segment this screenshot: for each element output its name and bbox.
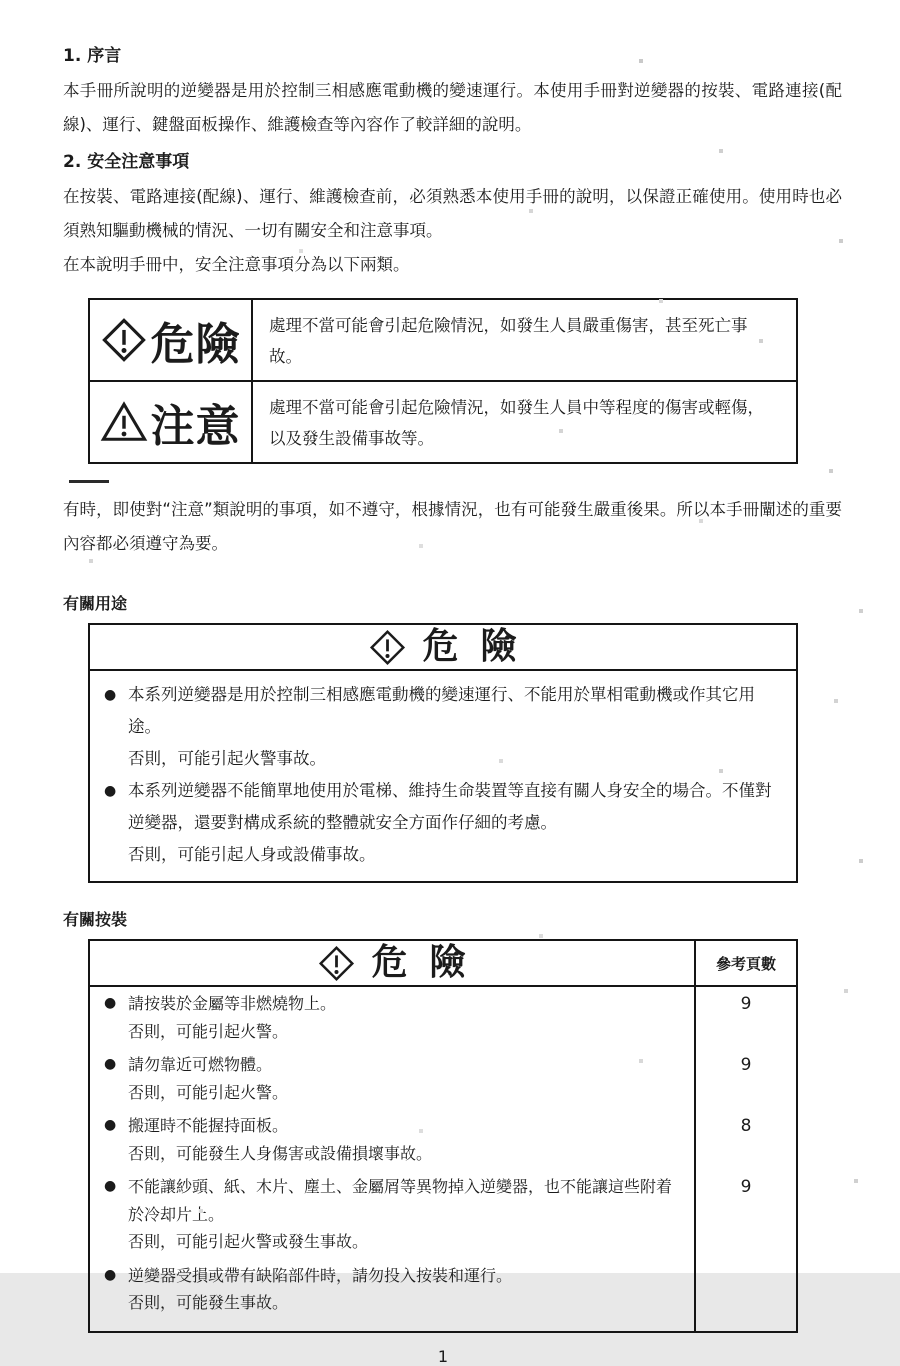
- bullet-icon: ●: [104, 783, 117, 799]
- bullet-icon: ●: [104, 1056, 117, 1072]
- install-bullet-text: 不能讓紗頭、紙、木片、塵土、金屬屑等異物掉入逆變器，也不能讓這些附着於冷却片上。: [128, 1177, 673, 1224]
- section-heading-safety: 2. 安全注意事項: [63, 152, 190, 172]
- install-consequence-text: 否則，可能引起火警。: [128, 1082, 289, 1102]
- list-item: [90, 1170, 694, 1259]
- usage-danger-body: [90, 671, 796, 881]
- note-paragraph: 有時，即使對“注意”類說明的事項，如不遵守，根據情況，也有可能發生嚴重後果。所以本手冊闡述的重要內容都必須遵守為要。: [63, 500, 842, 553]
- ref-page-number: 9: [694, 1170, 796, 1259]
- install-consequence-text: 否則，可能引起火警。: [128, 1021, 289, 1041]
- danger-description: 處理不當可能會引起危險情況，如發生人員嚴重傷害，甚至死亡事故。: [252, 299, 797, 381]
- signal-word-danger: 危險: [150, 319, 241, 370]
- install-bullet-text: 請勿靠近可燃物體。: [128, 1055, 273, 1074]
- list-item: [90, 1259, 694, 1331]
- usage-consequence-text: 否則，可能引起人身或設備事故。: [128, 845, 376, 864]
- install-bullet-text: 逆變器受損或帶有缺陷部件時，請勿投入按裝和運行。: [128, 1265, 513, 1285]
- install-danger-table: [88, 939, 798, 1333]
- ref-page-column-header: 參考頁數: [694, 941, 796, 987]
- bullet-icon: ●: [104, 1266, 117, 1283]
- install-consequence-text: 否則，可能發生事故。: [128, 1293, 289, 1312]
- danger-diamond-icon: [318, 945, 355, 982]
- install-bullet-text: 請按裝於金屬等非燃燒物上。: [128, 994, 337, 1013]
- list-item: [90, 1048, 694, 1109]
- signal-word-table: [88, 298, 798, 464]
- usage-danger-title: 危險: [422, 626, 539, 667]
- usage-consequence-text: 否則，可能引起火警事故。: [128, 749, 326, 768]
- caution-label-cell: [89, 381, 252, 463]
- page-number: 1: [437, 1346, 449, 1366]
- install-section-heading: 有關按裝: [63, 910, 128, 929]
- scan-artifact-line: [69, 480, 109, 483]
- danger-label-cell: [89, 299, 252, 381]
- usage-danger-header: [90, 625, 796, 671]
- ref-page-number: [694, 1259, 796, 1331]
- ref-page-number: 9: [694, 1048, 796, 1109]
- preface-paragraph: 本手冊所說明的逆變器是用於控制三相感應電動機的變速運行。本使用手冊對逆變器的按裝、電路連接(配線)、運行、鍵盤面板操作、維護檢查等內容作了較詳細的說明。: [63, 81, 842, 134]
- list-item: [90, 987, 694, 1048]
- safety-category-line: 在本說明手冊中，安全注意事項分為以下兩類。: [63, 255, 410, 274]
- bullet-icon: ●: [104, 1178, 117, 1194]
- safety-paragraph: 在按裝、電路連接(配線)、運行、維護檢查前，必須熟悉本使用手冊的說明，以保證正確使用。使用時也必須熟知驅動機械的情況、一切有關安全和注意事項。: [63, 187, 842, 240]
- danger-diamond-icon: [101, 317, 147, 363]
- danger-diamond-icon: [369, 629, 406, 666]
- usage-section-heading: 有關用途: [63, 594, 128, 613]
- usage-bullet-text: 本系列逆變器是用於控制三相感應電動機的變速運行、不能用於單相電動機或作其它用途。: [128, 685, 755, 736]
- list-item: [104, 775, 780, 839]
- section-heading-preface: 1. 序言: [63, 46, 122, 66]
- ref-page-number: 8: [694, 1109, 796, 1170]
- ref-page-number: 9: [694, 987, 796, 1048]
- signal-word-caution: 注意: [150, 401, 241, 452]
- table-row: [89, 381, 797, 463]
- bullet-icon: ●: [104, 1117, 117, 1133]
- scan-noise: [0, 0, 2, 2]
- list-item: [104, 679, 780, 743]
- usage-bullet-text: 本系列逆變器不能簡單地使用於電梯、維持生命裝置等直接有關人身安全的場合。不僅對逆變器，還要對構成系統的整體就安全方面作仔細的考慮。: [128, 781, 772, 832]
- bullet-icon: ●: [104, 687, 117, 703]
- caution-triangle-icon: [101, 399, 147, 445]
- install-bullet-text: 搬運時不能握持面板。: [128, 1116, 289, 1135]
- install-consequence-text: 否則，可能引起火警或發生事故。: [128, 1232, 369, 1251]
- caution-description: 處理不當可能會引起危險情況，如發生人員中等程度的傷害或輕傷，以及發生設備事故等。: [252, 381, 797, 463]
- list-item: [90, 1109, 694, 1170]
- install-consequence-text: 否則，可能發生人身傷害或設備損壞事故。: [128, 1143, 433, 1163]
- table-row: [89, 299, 797, 381]
- bullet-icon: ●: [104, 995, 117, 1011]
- install-danger-header: [90, 941, 694, 987]
- usage-danger-box: [88, 623, 798, 883]
- install-danger-title: 危險: [371, 942, 488, 983]
